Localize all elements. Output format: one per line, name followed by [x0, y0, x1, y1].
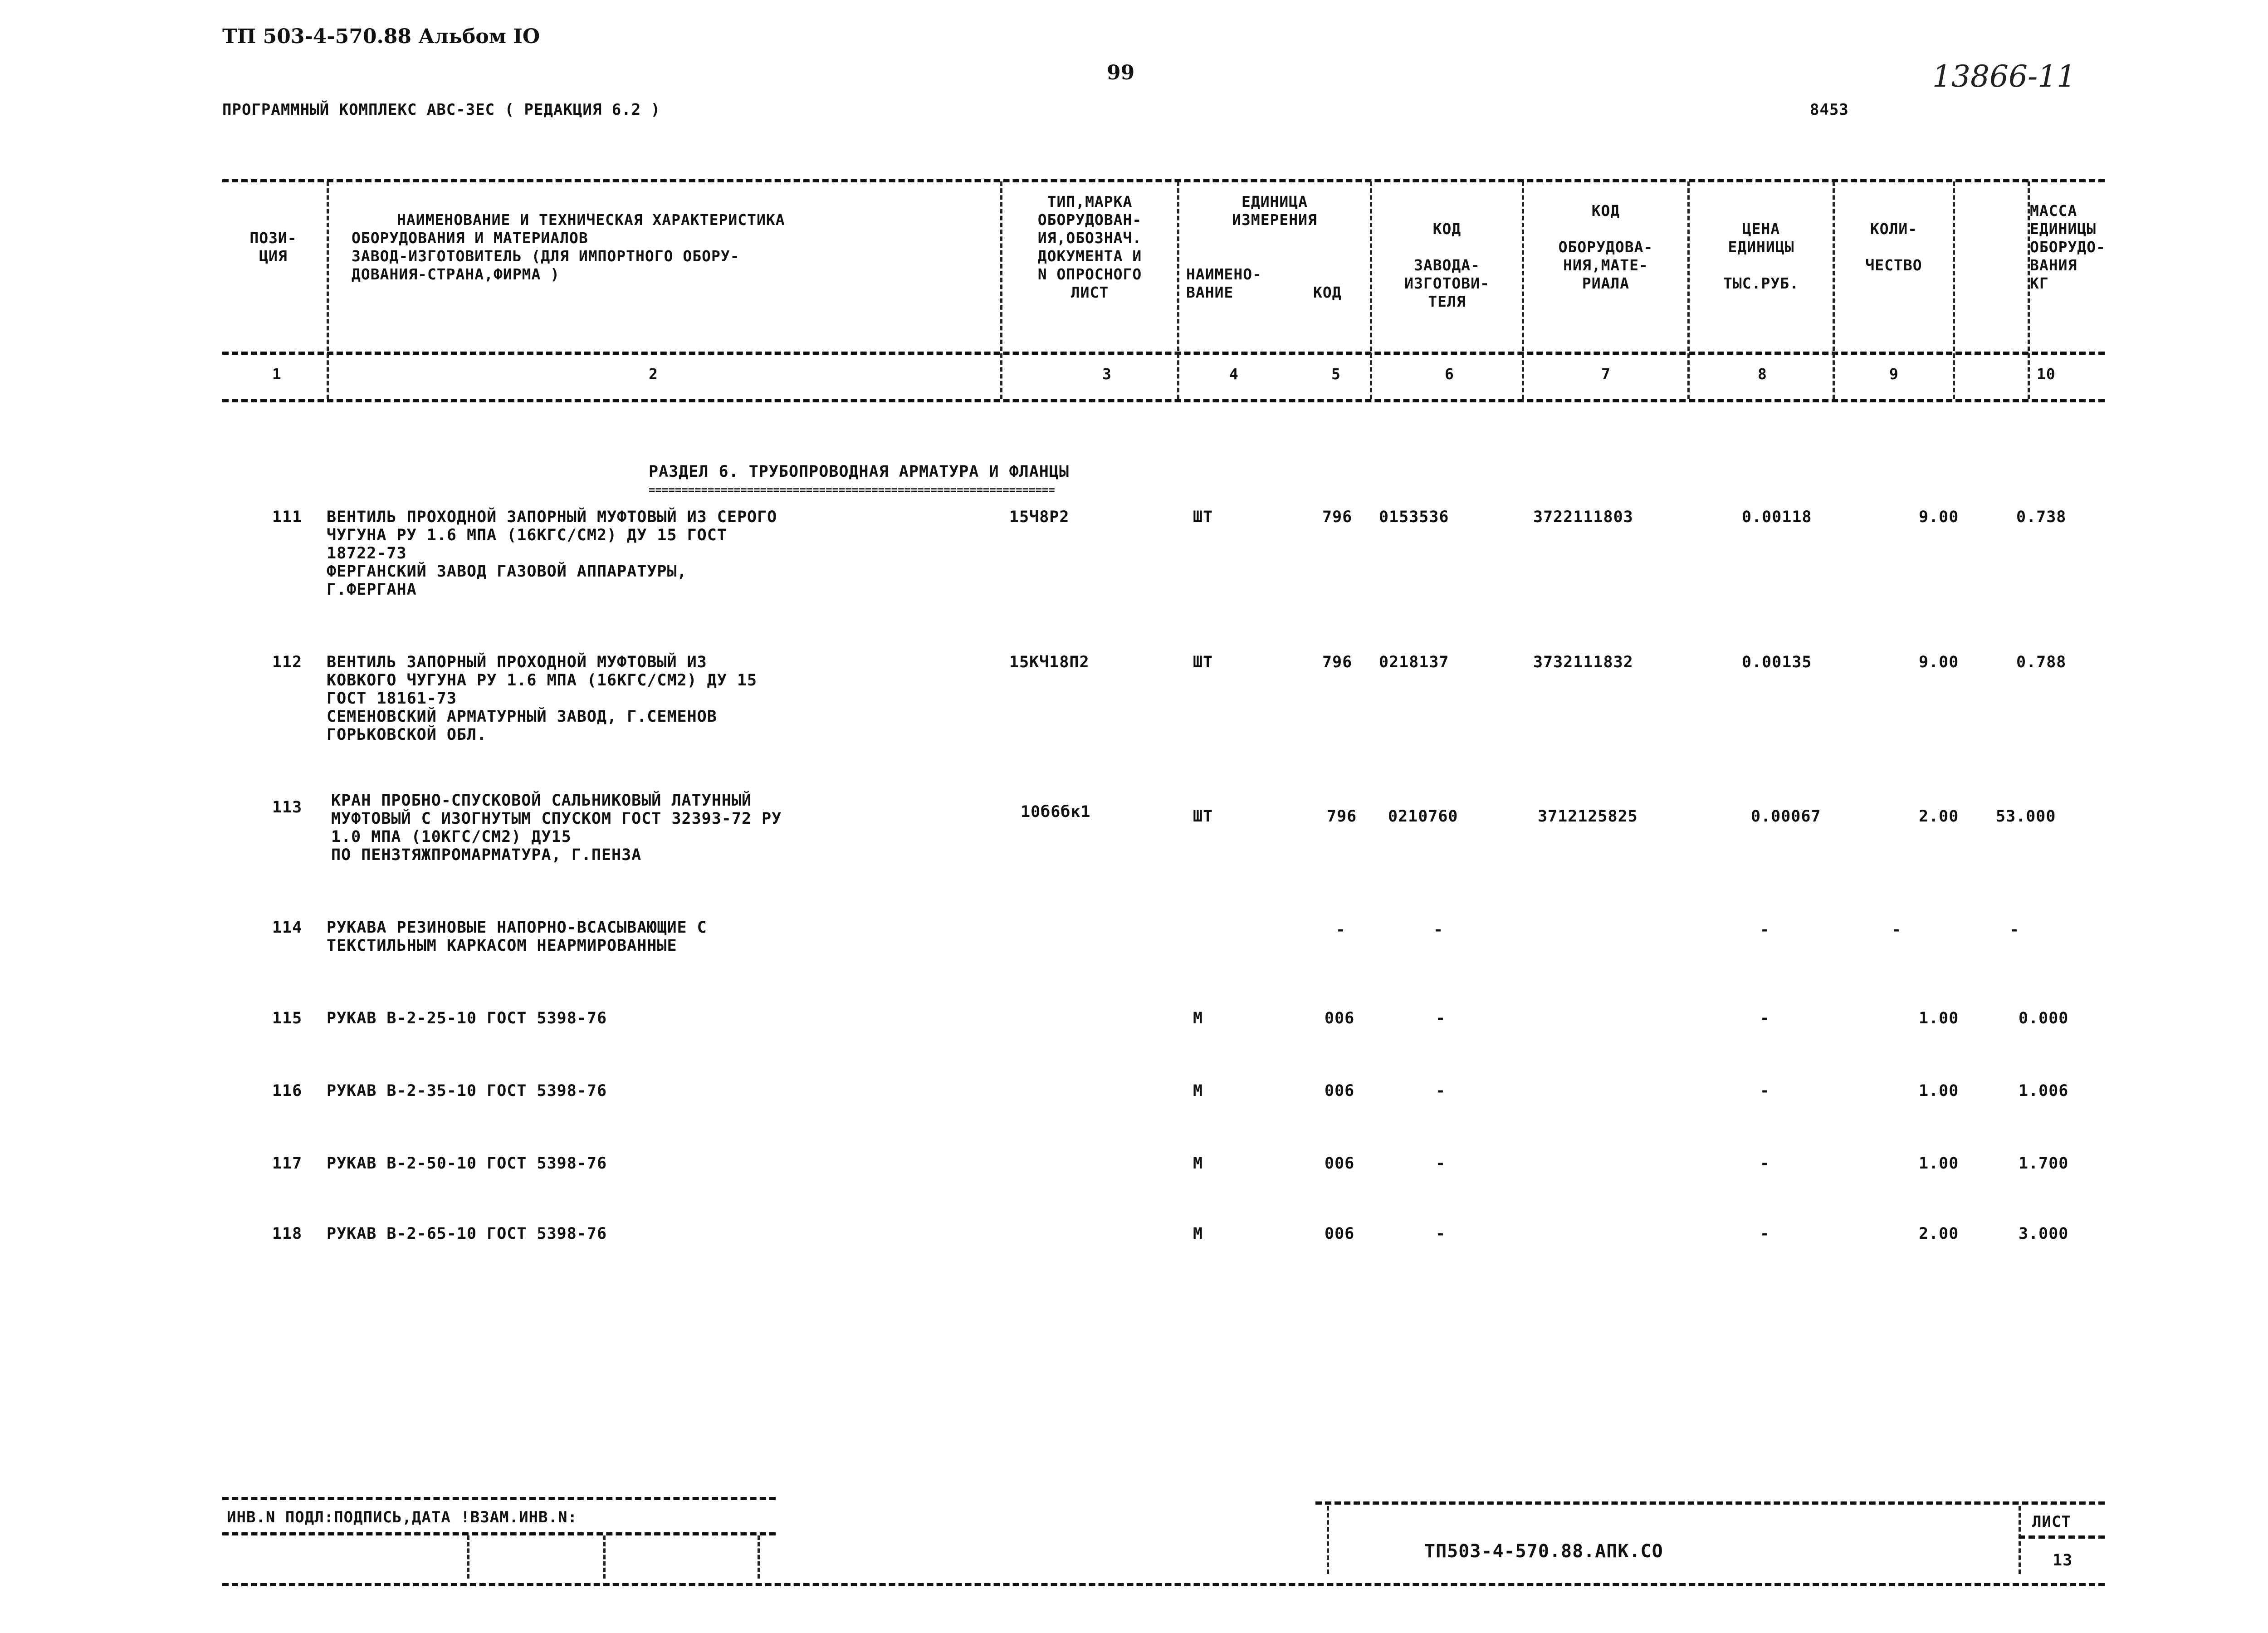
footer-sep	[603, 1535, 606, 1579]
row-position: 111	[272, 508, 303, 526]
row-description: ВЕНТИЛЬ ПРОХОДНОЙ ЗАПОРНЫЙ МУФТОВЫЙ ИЗ СЕРОГО ЧУГУНА РУ 1.6 МПА (16КГС/СМ2) ДУ 15 ГОСТ 18722-73 ФЕРГАНСКИЙ ЗАВОД ГАЗОВОЙ АППАРАТУРЫ, Г.ФЕРГАНА	[327, 508, 777, 599]
row-quantity: 2.00	[1919, 1225, 1959, 1243]
header-name: НАИМЕНОВАНИЕ И ТЕХНИЧЕСКАЯ ХАРАКТЕРИСТИКА ОБОРУДОВАНИЯ И МАТЕРИАЛОВ ЗАВОД-ИЗГОТОВИТЕЛЬ (ДЛЯ ИМПОРТНОГО ОБОРУ- ДОВАНИЯ-СТРАНА,ФИРМА )	[352, 211, 785, 283]
row-quantity: 1.00	[1919, 1154, 1959, 1173]
row-unit-code: 796	[1322, 653, 1353, 671]
section-underline: ==============================================================	[649, 484, 1055, 496]
footer-document-code: ТП503-4-570.88.АПК.СО	[1424, 1541, 1663, 1562]
header-bottom-border	[222, 352, 2105, 355]
header-unit-code: КОД	[1313, 284, 1342, 301]
row-plant-code: 0218137	[1379, 653, 1449, 671]
row-price: -	[1760, 1225, 1770, 1243]
row-unit-code: 796	[1322, 508, 1353, 526]
row-mass: -	[2009, 921, 2020, 939]
header-plant-code: КОД ЗАВОДА- ИЗГОТОВИ- ТЕЛЯ	[1404, 220, 1490, 310]
numbers-bottom-border	[222, 399, 2105, 402]
footer-right-top-border	[1315, 1501, 2105, 1505]
col-number: 6	[1445, 365, 1454, 383]
row-unit-code: 796	[1327, 807, 1357, 826]
row-description: РУКАВА РЕЗИНОВЫЕ НАПОРНО-ВСАСЫВАЮЩИЕ С ТЕКСТИЛЬНЫМ КАРКАСОМ НЕАРМИРОВАННЫЕ	[327, 919, 707, 955]
footer-sep	[758, 1535, 760, 1579]
row-unit-code: 006	[1325, 1154, 1355, 1173]
row-equipment-code: 3722111803	[1533, 508, 1633, 526]
table-top-border	[222, 179, 2105, 182]
row-unit-code: -	[1336, 921, 1346, 939]
row-unit: М	[1193, 1082, 1203, 1100]
header-quantity: КОЛИ- ЧЕСТВО	[1865, 220, 1922, 274]
header-equipment-code: КОД ОБОРУДОВА- НИЯ,МАТЕ- РИАЛА	[1558, 202, 1653, 292]
row-description: КРАН ПРОБНО-СПУСКОВОЙ САЛЬНИКОВЫЙ ЛАТУННЫЙ МУФТОВЫЙ С ИЗОГНУТЫМ СПУСКОМ ГОСТ 32393-72 РУ 1.0 МПА (10КГС/СМ2) ДУ15 ПО ПЕНЗТЯЖПРОМАРМАТУРА, Г.ПЕНЗА	[331, 792, 782, 864]
row-position: 113	[272, 798, 303, 816]
col-number: 7	[1601, 365, 1611, 383]
row-price: 0.00135	[1742, 653, 1812, 671]
row-unit: М	[1193, 1009, 1203, 1027]
row-unit: М	[1193, 1225, 1203, 1243]
row-description: РУКАВ В-2-65-10 ГОСТ 5398-76	[327, 1225, 607, 1243]
row-plant-code: -	[1436, 1154, 1446, 1173]
row-mass: 1.006	[2019, 1082, 2069, 1100]
row-position: 116	[272, 1082, 303, 1100]
header-type: ТИП,МАРКА ОБОРУДОВАН- ИЯ,ОБОЗНАЧ. ДОКУМЕНТА И N ОПРОСНОГО ЛИСТ	[1037, 193, 1142, 301]
row-quantity: -	[1892, 921, 1902, 939]
program-line: ПРОГРАММНЫЙ КОМПЛЕКС АВС-3ЕС ( РЕДАКЦИЯ 6.2 )	[222, 101, 661, 119]
row-mass: 0.788	[2016, 653, 2067, 671]
footer-left-mid-border	[222, 1532, 776, 1535]
row-price: 0.00067	[1751, 807, 1821, 826]
header-unit: ЕДИНИЦА ИЗМЕРЕНИЯ	[1232, 193, 1317, 229]
row-plant-code: 0210760	[1388, 807, 1458, 826]
row-plant-code: -	[1436, 1082, 1446, 1100]
row-mass: 1.700	[2019, 1154, 2069, 1173]
row-mass: 0.000	[2019, 1009, 2069, 1027]
col-number: 10	[2037, 365, 2056, 383]
album-reference: ТП 503-4-570.88 Альбом IO	[222, 25, 540, 48]
top-right-code: 8453	[1810, 101, 1849, 119]
row-description: РУКАВ В-2-50-10 ГОСТ 5398-76	[327, 1154, 607, 1173]
footer-signature-label: ИНВ.N ПОДЛ:ПОДПИСЬ,ДАТА !ВЗАМ.ИНВ.N:	[227, 1508, 577, 1526]
row-description: РУКАВ В-2-35-10 ГОСТ 5398-76	[327, 1082, 607, 1100]
header-unit-name: НАИМЕНО- ВАНИЕ	[1186, 265, 1262, 301]
row-equipment-code: 3712125825	[1538, 807, 1638, 826]
header-price: ЦЕНА ЕДИНИЦЫ ТЫС.РУБ.	[1723, 220, 1799, 292]
col-number: 5	[1331, 365, 1341, 383]
row-position: 114	[272, 919, 303, 937]
row-plant-code: -	[1436, 1225, 1446, 1243]
col-sep	[1833, 181, 1835, 399]
row-type: 15Ч8Р2	[1009, 508, 1070, 526]
row-quantity: 2.00	[1919, 807, 1959, 826]
page-bottom-border	[222, 1583, 2105, 1586]
footer-sheet-sep	[2019, 1535, 2105, 1539]
col-number: 8	[1758, 365, 1767, 383]
row-plant-code: -	[1433, 921, 1444, 939]
header-mass: МАССА ЕДИНИЦЫ ОБОРУДО- ВАНИЯ КГ	[2030, 202, 2106, 292]
footer-sheet-label: ЛИСТ	[2032, 1513, 2071, 1531]
handwritten-code: 13866-11	[1932, 59, 2076, 94]
row-unit: М	[1193, 1154, 1203, 1173]
row-mass: 53.000	[1996, 807, 2056, 826]
footer-sep	[1327, 1506, 1329, 1574]
row-price: -	[1760, 1009, 1770, 1027]
row-unit-code: 006	[1325, 1082, 1355, 1100]
row-price: -	[1760, 1154, 1770, 1173]
section-title: РАЗДЕЛ 6. ТРУБОПРОВОДНАЯ АРМАТУРА И ФЛАНЦЫ	[649, 463, 1070, 481]
footer-left-top-border	[222, 1497, 776, 1500]
row-equipment-code: 3732111832	[1533, 653, 1633, 671]
row-unit: ШТ	[1193, 653, 1213, 671]
row-plant-code: 0153536	[1379, 508, 1449, 526]
row-price: -	[1760, 1082, 1770, 1100]
footer-sep	[467, 1535, 469, 1579]
page-number: 99	[1107, 61, 1135, 84]
col-number: 2	[649, 365, 658, 383]
row-price: -	[1760, 921, 1770, 939]
row-position: 112	[272, 653, 303, 671]
footer-sheet-number: 13	[2053, 1551, 2073, 1569]
row-quantity: 9.00	[1919, 653, 1959, 671]
row-quantity: 1.00	[1919, 1009, 1959, 1027]
col-number: 3	[1102, 365, 1112, 383]
row-quantity: 9.00	[1919, 508, 1959, 526]
row-description: РУКАВ В-2-25-10 ГОСТ 5398-76	[327, 1009, 607, 1027]
row-unit-code: 006	[1325, 1225, 1355, 1243]
col-sep	[1953, 181, 1955, 399]
row-position: 118	[272, 1225, 303, 1243]
col-sep	[327, 181, 329, 399]
row-position: 115	[272, 1009, 303, 1027]
footer-sep	[2019, 1506, 2021, 1574]
row-unit-code: 006	[1325, 1009, 1355, 1027]
header-position: ПОЗИ- ЦИЯ	[249, 229, 297, 265]
row-type: 10б6бк1	[1021, 803, 1091, 821]
col-number: 9	[1889, 365, 1899, 383]
row-unit: ШТ	[1193, 508, 1213, 526]
col-number: 1	[272, 365, 282, 383]
row-mass: 3.000	[2019, 1225, 2069, 1243]
col-number: 4	[1229, 365, 1239, 383]
row-type: 15КЧ18П2	[1009, 653, 1090, 671]
row-position: 117	[272, 1154, 303, 1173]
row-description: ВЕНТИЛЬ ЗАПОРНЫЙ ПРОХОДНОЙ МУФТОВЫЙ ИЗ КОВКОГО ЧУГУНА РУ 1.6 МПА (16КГС/СМ2) ДУ 15 ГОСТ 18161-73 СЕМЕНОВСКИЙ АРМАТУРНЫЙ ЗАВОД, Г.СЕМЕНОВ ГОРЬКОВСКОЙ ОБЛ.	[327, 653, 758, 744]
row-unit: ШТ	[1193, 807, 1213, 826]
row-mass: 0.738	[2016, 508, 2067, 526]
row-quantity: 1.00	[1919, 1082, 1959, 1100]
row-plant-code: -	[1436, 1009, 1446, 1027]
row-price: 0.00118	[1742, 508, 1812, 526]
